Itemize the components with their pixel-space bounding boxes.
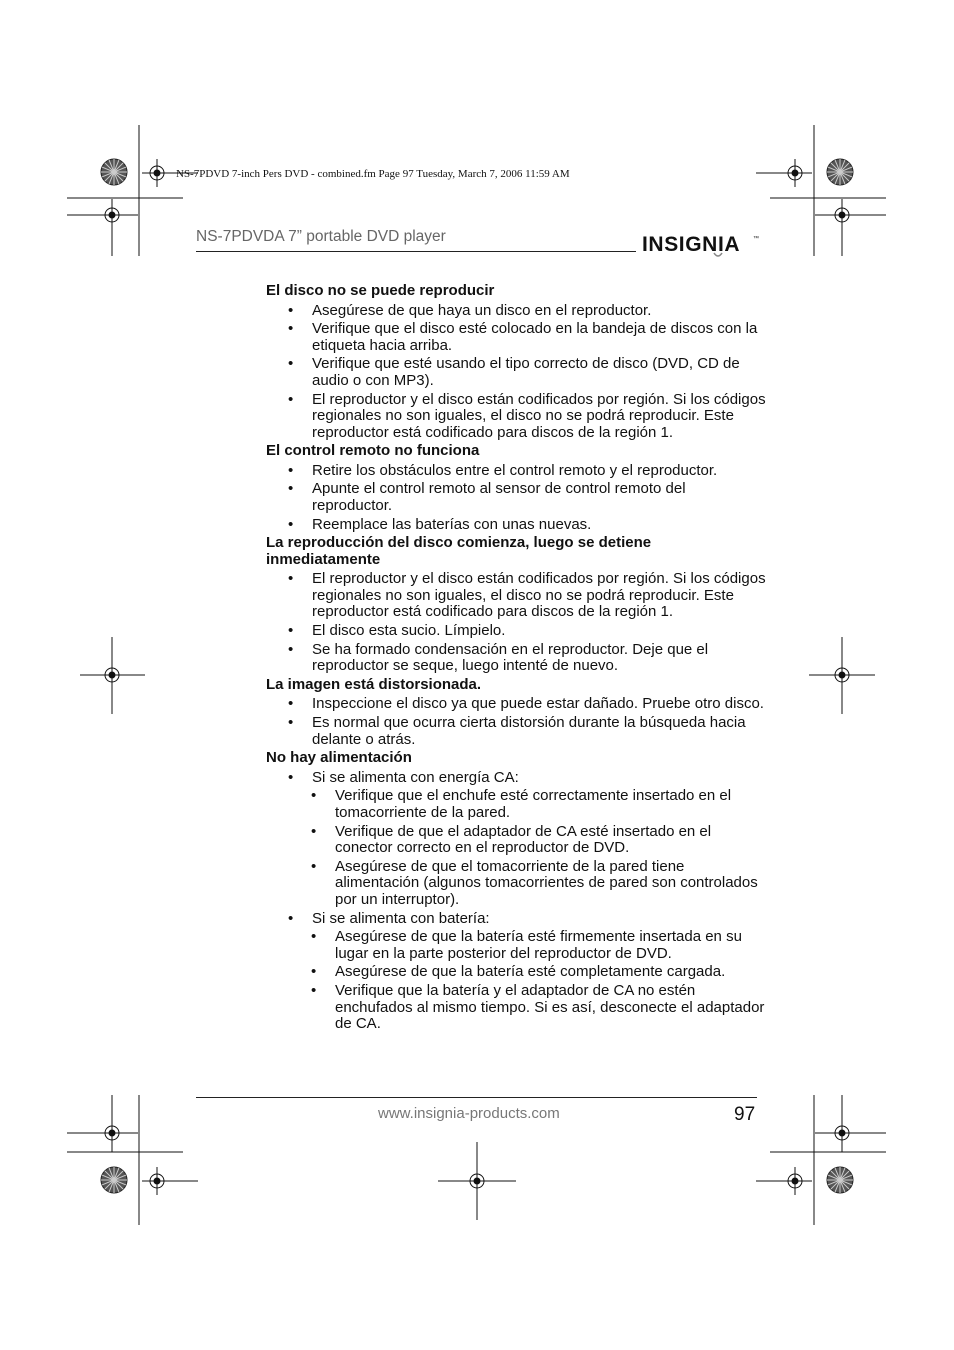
section-disc-not-playing [266, 283, 766, 441]
svg-text:™: ™ [753, 236, 759, 242]
bullet-list [266, 770, 766, 1033]
list-item: • Apunte el control remoto al sensor de control remoto del reproductor. [288, 480, 686, 514]
troubleshooting-content [266, 283, 766, 1035]
section-no-power [266, 750, 766, 1032]
sub-list-item: • Verifique de que el adaptador de CA esté insertado en el conector correcto en el reproductor de DVD. [311, 822, 712, 857]
print-slug: NS-7PDVD 7-inch Pers DVD - combined.fm Page 97 Tuesday, March 7, 2006 11:59 AM [176, 168, 570, 180]
bullet-icon: • [288, 570, 294, 588]
list-item: • Inspeccione el disco ya que puede estar dañado. Pruebe otro disco. [288, 695, 764, 713]
bullet-icon: • [288, 461, 294, 479]
bullet-icon: • [288, 640, 294, 658]
bullet-icon: • [288, 695, 294, 713]
bullet-icon: • [288, 355, 294, 373]
list-item: • Asegúrese de que haya un disco en el reproductor. [288, 301, 652, 319]
section-heading: El disco no se puede reproducir [266, 282, 495, 299]
section-heading: El control remoto no funciona [266, 442, 480, 460]
bullet-icon: • [288, 909, 294, 927]
section-playback-stops [266, 535, 766, 674]
footer-rule [196, 1097, 757, 1098]
bullet-icon: • [311, 857, 317, 875]
bullet-icon: • [288, 622, 294, 639]
sub-list-item: • Verifique que el enchufe esté correctamente insertado en el tomacorriente de la pared. [311, 787, 732, 821]
list-item: • Verifique que el disco esté colocado en la bandeja de discos con la etiqueta hacia arriba. [288, 320, 758, 354]
list-item: • Es normal que ocurra cierta distorsión durante la búsqueda hacia delante o atrás. [288, 714, 746, 748]
svg-text:INSIGNIA: INSIGNIA [642, 233, 741, 256]
list-item: • El reproductor y el disco están codificados por región. Si los códigos regionales no son iguales, el disco no se podrá reproducir. Este reproductor está codificado para discos de la región 1. [288, 570, 766, 621]
section-remote-not-working [266, 443, 766, 533]
header-title: NS-7PDVDA 7” portable DVD player [196, 228, 446, 245]
list-item: • Reemplace las baterías con unas nuevas. [288, 515, 592, 533]
section-heading: No hay alimentación [266, 749, 412, 767]
bullet-icon: • [288, 515, 294, 533]
sub-list-item: • Verifique que la batería y el adaptador de CA no estén enchufados al mismo tiempo. Si es así, desconecte el adaptador de CA. [311, 982, 765, 1033]
list-item: • Se ha formado condensación en el reproductor. Deje que el reproductor se seque, luego intenté de nuevo. [288, 640, 709, 675]
bullet-list [266, 571, 766, 674]
bullet-icon: • [288, 714, 294, 732]
bullet-icon: • [311, 822, 317, 840]
section-heading: La imagen está distorsionada. [266, 675, 482, 693]
insignia-logo [642, 229, 762, 261]
bullet-icon: • [311, 982, 317, 1000]
section-heading: La reproducción del disco comienza, luego se detiene inmediatamente [266, 534, 652, 568]
sub-list-item: • Asegúrese de que el tomacorriente de la pared tiene alimentación (algunos tomacorrientes de pared son controlados por un interruptor). [311, 857, 758, 908]
list-item: • Si se alimenta con batería: [288, 909, 490, 927]
header-rule [196, 251, 636, 252]
list-item: • El reproductor y el disco están codificados por región. Si los códigos regionales no son iguales, el disco no se podrá reproducir. Este reproductor está codificado para discos de la región 1. [288, 390, 766, 441]
list-item: • Si se alimenta con energía CA: [288, 768, 519, 786]
bullet-icon: • [288, 390, 294, 408]
section-image-distorted [266, 677, 766, 748]
bullet-icon: • [288, 301, 294, 319]
bullet-icon: • [311, 963, 317, 981]
page-number: 97 [734, 1104, 756, 1125]
footer-url: www.insignia-products.com [378, 1105, 560, 1122]
list-item: • El disco esta sucio. Límpielo. [288, 622, 506, 639]
bullet-icon: • [288, 320, 294, 338]
bullet-icon: • [311, 928, 317, 946]
list-item: • Verifique que esté usando el tipo correcto de disco (DVD, CD de audio o con MP3). [288, 355, 740, 389]
sub-list-item: • Asegúrese de que la batería esté firmemente insertada en su lugar en la parte posterior del reproductor de DVD. [311, 928, 742, 962]
bullet-icon: • [288, 480, 294, 498]
bullet-icon: • [311, 787, 317, 805]
bullet-list [266, 696, 766, 748]
sub-list-item: • Asegúrese de que la batería esté completamente cargada. [311, 963, 726, 981]
bullet-list [266, 463, 766, 533]
list-item: • Retire los obstáculos entre el control remoto y el reproductor. [288, 461, 718, 479]
bullet-list [266, 303, 766, 442]
bullet-icon: • [288, 768, 294, 786]
